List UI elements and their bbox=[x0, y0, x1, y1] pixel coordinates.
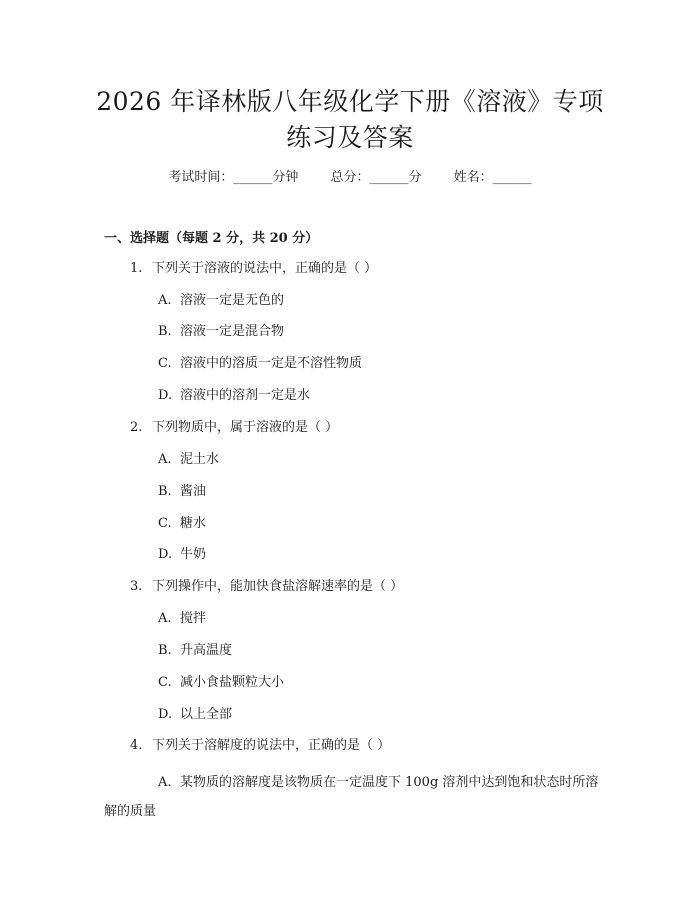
option-text: 泥土水 bbox=[180, 452, 220, 467]
document-title-line-1: 2026 年译林版八年级化学下册《溶液》专项 bbox=[96, 87, 604, 116]
question-text: 下列物质中，属于溶液的是（ ） bbox=[152, 420, 339, 435]
option-text: 溶液一定是混合物 bbox=[180, 324, 285, 339]
exam-info bbox=[0, 168, 700, 188]
option-letter: B. bbox=[158, 643, 172, 658]
question-2 bbox=[130, 418, 338, 438]
question-text: 下列操作中，能加快食盐溶解速率的是（ ） bbox=[152, 579, 404, 594]
option-letter: C. bbox=[158, 675, 172, 690]
exam-time-field: 考试时间：______分钟 bbox=[168, 170, 299, 185]
question-1-option-a bbox=[158, 291, 284, 311]
option-letter: A. bbox=[158, 452, 172, 467]
option-letter: D. bbox=[158, 547, 173, 562]
question-2-option-c bbox=[158, 514, 206, 534]
option-letter: D. bbox=[158, 707, 173, 722]
option-letter: A. bbox=[158, 293, 172, 308]
question-number: 4. bbox=[130, 738, 143, 753]
document-title-line-2: 练习及答案 bbox=[286, 123, 414, 152]
question-1-option-b bbox=[158, 322, 284, 342]
question-3-option-d bbox=[158, 705, 232, 725]
option-text: 某物质的溶解度是该物质在一定温度下 100g 溶剂中达到饱和状态时所溶解的质量 bbox=[104, 775, 599, 819]
section-heading: 一、选择题（每题 2 分，共 20 分） bbox=[104, 231, 319, 246]
option-letter: B. bbox=[158, 324, 172, 339]
option-text: 牛奶 bbox=[180, 547, 207, 562]
total-score-field: 总分：______分 bbox=[330, 170, 422, 185]
option-letter: D. bbox=[158, 388, 173, 403]
question-1-option-c bbox=[158, 354, 362, 374]
option-text: 以上全部 bbox=[180, 707, 233, 722]
option-letter: B. bbox=[158, 484, 172, 499]
option-text: 减小食盐颗粒大小 bbox=[180, 675, 285, 690]
question-3 bbox=[130, 577, 403, 597]
option-text: 搅拌 bbox=[180, 611, 207, 626]
question-4 bbox=[130, 736, 390, 756]
question-3-option-c bbox=[158, 673, 284, 693]
question-number: 1. bbox=[130, 261, 143, 276]
question-3-option-b bbox=[158, 641, 232, 661]
option-text: 糖水 bbox=[180, 516, 207, 531]
option-text: 酱油 bbox=[180, 484, 207, 499]
question-2-option-d bbox=[158, 545, 206, 565]
question-1-option-d bbox=[158, 386, 310, 406]
option-letter: A. bbox=[158, 775, 172, 790]
option-text: 溶液中的溶剂一定是水 bbox=[180, 388, 311, 403]
question-1 bbox=[130, 259, 377, 279]
option-letter: C. bbox=[158, 516, 172, 531]
question-number: 2. bbox=[130, 420, 143, 435]
question-text: 下列关于溶液的说法中，正确的是（ ） bbox=[152, 261, 378, 276]
question-4-option-a bbox=[104, 768, 602, 826]
student-name-field: 姓名：______ bbox=[453, 170, 532, 185]
question-text: 下列关于溶解度的说法中，正确的是（ ） bbox=[152, 738, 391, 753]
option-text: 升高温度 bbox=[180, 643, 233, 658]
question-2-option-a bbox=[158, 450, 219, 470]
option-letter: C. bbox=[158, 356, 172, 371]
question-3-option-a bbox=[158, 609, 206, 629]
option-text: 溶液中的溶质一定是不溶性物质 bbox=[180, 356, 363, 371]
question-2-option-b bbox=[158, 482, 206, 502]
option-letter: A. bbox=[158, 611, 172, 626]
question-number: 3. bbox=[130, 579, 143, 594]
option-text: 溶液一定是无色的 bbox=[180, 293, 285, 308]
